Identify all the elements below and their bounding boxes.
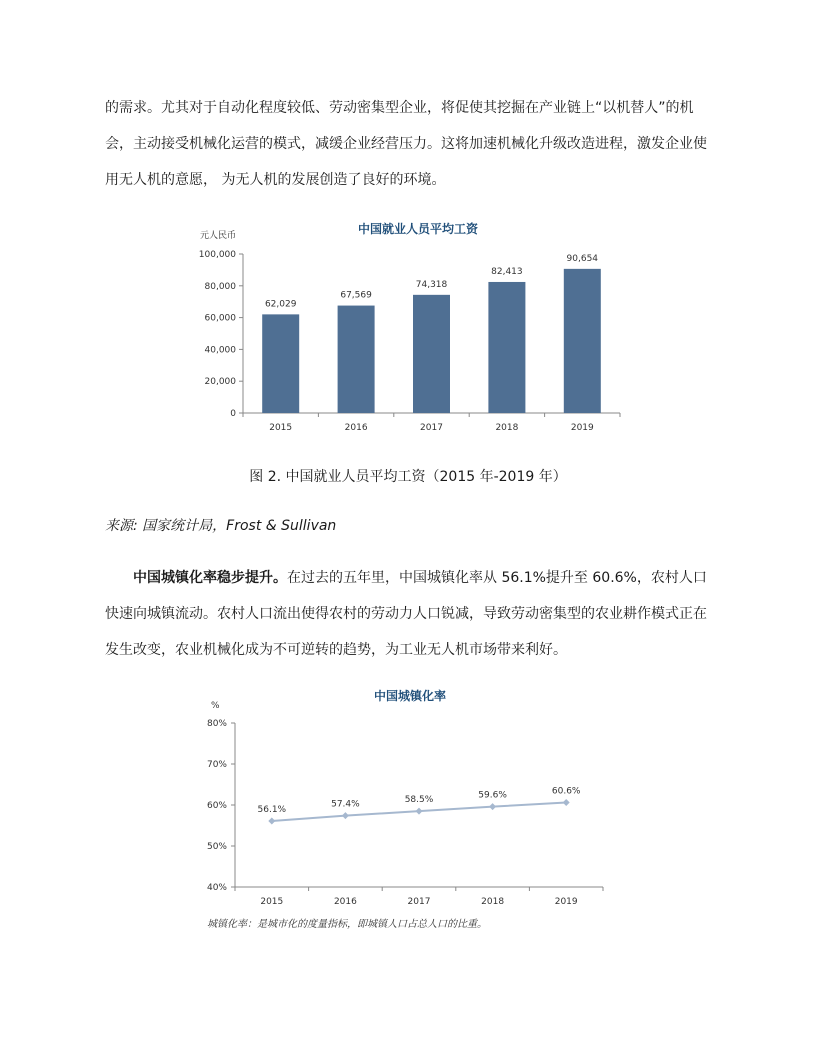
bar [413, 295, 450, 413]
urbanization-paragraph [105, 560, 717, 668]
bar-data-label: 82,413 [491, 266, 523, 277]
point-data-label: 56.1% [257, 804, 287, 815]
x-tick-label: 2018 [481, 897, 505, 907]
data-point-marker [342, 812, 349, 819]
y-tick-label: 50% [206, 842, 227, 852]
x-tick-label: 2016 [344, 423, 368, 433]
bar-data-label: 67,569 [340, 290, 372, 301]
y-tick-label: 60,000 [204, 313, 236, 324]
y-tick-label: 20,000 [204, 377, 236, 388]
y-tick-label: 80% [206, 719, 227, 729]
y-tick-label: 40% [206, 883, 227, 893]
data-point-marker [489, 803, 496, 810]
x-tick-label: 2017 [407, 897, 431, 907]
point-data-label: 57.4% [331, 799, 360, 810]
x-tick-label: 2016 [333, 897, 357, 907]
x-tick-label: 2015 [269, 423, 293, 433]
y-axis-unit-label: 元人民币 [200, 231, 237, 241]
figure-caption: 图 2. 中国就业人员平均工资（2015 年-2019 年） [249, 469, 567, 485]
bar-data-label: 74,318 [415, 279, 448, 290]
point-data-label: 59.6% [478, 790, 507, 801]
bar [262, 314, 299, 413]
urbanization-line-chart [190, 680, 630, 910]
x-tick-label: 2018 [495, 423, 519, 433]
urbanization-text: 在过去的五年里，中国城镇化率从 56.1%提升至 60.6%，农村人口快速向城镇流动。农村人口流出使得农村的劳动力人口锐减，导致劳动密集型的农业耕作模式正在发生改变，农业机械化成为不可逆转的趋势，为工业无人机市场带来利好。 [105, 570, 707, 658]
bar [564, 269, 601, 413]
urbanization-heading: 中国城镇化率稳步提升。 [133, 570, 287, 586]
point-data-label: 58.5% [404, 795, 434, 806]
bar-data-label: 62,029 [264, 299, 297, 310]
bar [488, 282, 525, 413]
source-note: 来源: 国家统计局，Frost & Sullivan [105, 518, 337, 534]
urbanization-footnote: 城镇化率：是城市化的度量指标，即城镇人口占总人口的比重。 [207, 919, 487, 930]
y-tick-label: 0 [230, 409, 236, 419]
y-tick-label: 70% [206, 760, 227, 770]
y-tick-label: 60% [206, 801, 227, 811]
chart-title: 中国就业人员平均工资 [357, 222, 479, 236]
x-tick-label: 2019 [570, 423, 594, 433]
chart-title: 中国城镇化率 [373, 689, 447, 703]
bar [338, 306, 375, 413]
x-tick-label: 2019 [554, 897, 578, 907]
bar-data-label: 90,654 [566, 253, 599, 264]
y-tick-label: 40,000 [204, 345, 236, 356]
y-tick-label: 100,000 [198, 250, 236, 260]
point-data-label: 60.6% [551, 786, 581, 797]
intro-paragraph: 的需求。尤其对于自动化程度较低、劳动密集型企业，将促使其挖掘在产业链上“以机替人”的机会，主动接受机械化运营的模式，减缓企业经营压力。这将加速机械化升级改造进程，激发企业使用无人机的意愿， 为无人机的发展创造了良好的环境。 [105, 100, 707, 188]
y-axis-unit-label: % [211, 701, 220, 711]
data-point-marker [268, 817, 275, 824]
data-point-marker [416, 808, 423, 815]
x-tick-label: 2017 [420, 423, 443, 433]
data-point-marker [563, 799, 570, 806]
wage-bar-chart [190, 213, 630, 443]
y-tick-label: 80,000 [204, 281, 236, 292]
x-tick-label: 2015 [260, 897, 284, 907]
